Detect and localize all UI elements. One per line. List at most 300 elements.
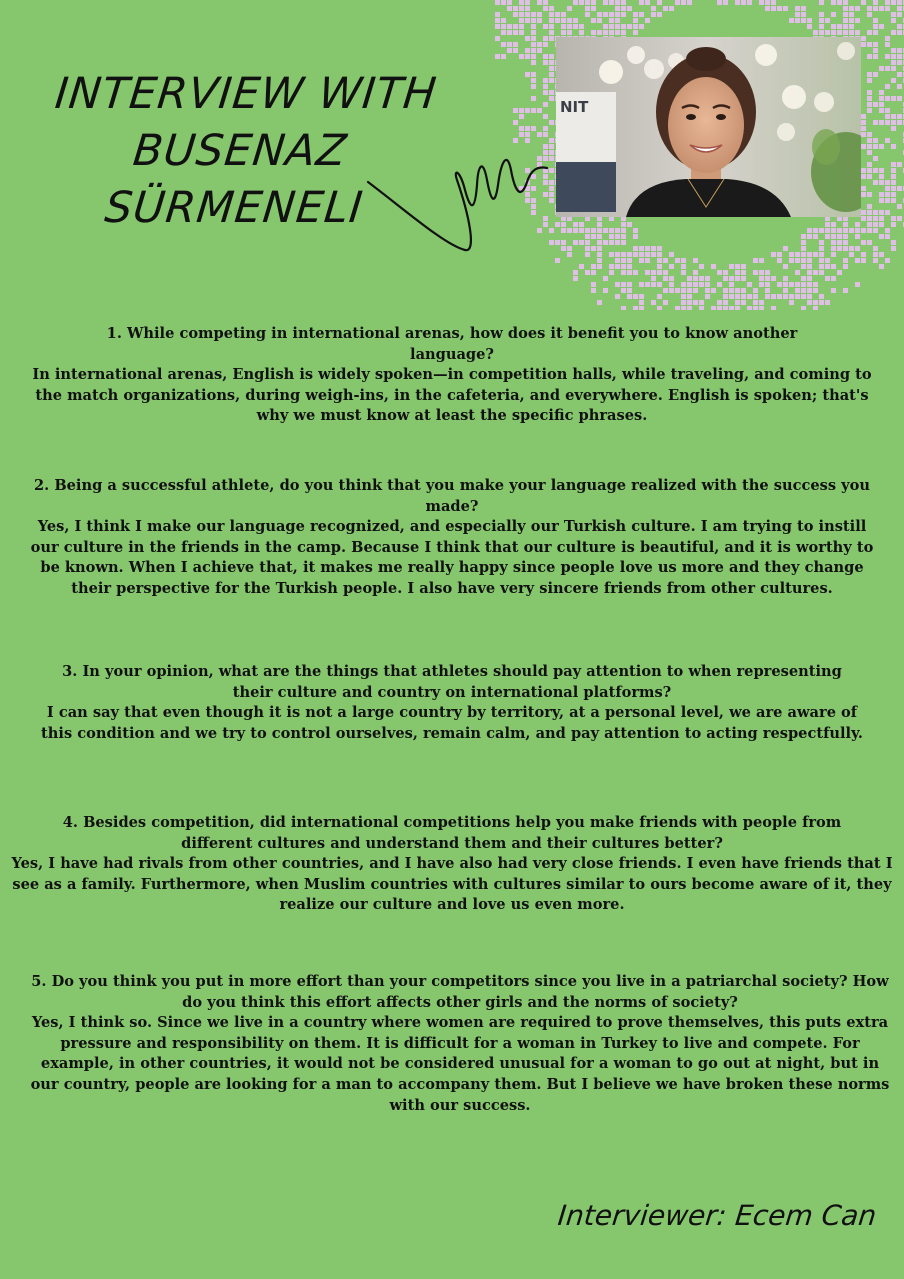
pixel-square [615,12,620,17]
pixel-square [879,216,884,221]
pixel-square [633,246,638,251]
pixel-square [897,24,902,29]
qa-block [0,476,904,600]
pixel-square [591,6,596,11]
pixel-square [843,6,848,11]
pixel-square [567,6,572,11]
pixel-square [897,114,902,119]
pixel-square [873,228,878,233]
pixel-square [633,228,638,233]
pixel-square [813,30,818,35]
answer-text: Yes, I think so. Since we live in a country where women are required to prove themselves, this puts extra pressure and responsibility on them. It is difficult for a woman in Turkey to live and compete. For example, in other countries, it would not be considered unusual for a woman to go out at night, but in our country, people are looking for a man to accompany them. But I believe we have broken these norms with our success. [30,1014,890,1114]
pixel-square [609,252,614,257]
pixel-square [603,276,608,281]
pixel-square [897,12,902,17]
pixel-square [807,18,812,23]
pixel-square [825,30,830,35]
pixel-square [873,168,878,173]
pixel-square [651,270,656,275]
pixel-square [501,30,506,35]
pixel-square [741,276,746,281]
pixel-square [657,282,662,287]
pixel-square [657,294,662,299]
pixel-square [837,234,842,239]
pixel-square [867,72,872,77]
qa-block [0,813,904,916]
pixel-square [669,282,674,287]
pixel-square [495,24,500,29]
pixel-square [573,276,578,281]
pixel-square [531,36,536,41]
pixel-square [867,78,872,83]
pixel-square [807,282,812,287]
pixel-square [849,6,854,11]
pixel-square [687,282,692,287]
pixel-square [807,228,812,233]
pixel-square [819,30,824,35]
pixel-square [825,300,830,305]
pixel-square [759,276,764,281]
pixel-square [633,252,638,257]
pixel-square [609,270,614,275]
pixel-square [867,192,872,197]
pixel-square [801,258,806,263]
pixel-square [543,132,548,137]
pixel-square [729,294,734,299]
pixel-square [885,84,890,89]
pixel-square [861,126,866,131]
pixel-square [843,24,848,29]
pixel-square [837,240,842,245]
pixel-square [675,288,680,293]
pixel-square [855,246,860,251]
pixel-square [789,294,794,299]
pixel-square [519,114,524,119]
pixel-square [897,0,902,5]
pixel-square [885,0,890,5]
pixel-square [873,54,878,59]
pixel-square [561,12,566,17]
pixel-square [783,246,788,251]
pixel-square [555,18,560,23]
pixel-square [891,144,896,149]
pixel-square [603,228,608,233]
pixel-square [885,234,890,239]
answer-text: Yes, I have had rivals from other countries, and I have also had very close friends. I even have friends that I see as a family. Furthermore, when Muslim countries with cultures similar to ours become aware of it, they realize our culture and love us even more. [11,855,893,914]
pixel-square [735,288,740,293]
pixel-square [741,270,746,275]
pixel-square [555,258,560,263]
pixel-square [867,216,872,221]
pixel-square [543,24,548,29]
pixel-square [573,0,578,5]
pixel-square [795,258,800,263]
pixel-square [831,234,836,239]
pixel-square [687,276,692,281]
pixel-square [891,192,896,197]
pixel-square [897,84,902,89]
pixel-square [867,228,872,233]
pixel-square [627,6,632,11]
pixel-square [747,282,752,287]
pixel-square [879,234,884,239]
pixel-square [741,300,746,305]
pixel-square [531,42,536,47]
pixel-square [891,120,896,125]
pixel-square [885,114,890,119]
pixel-square [813,252,818,257]
pixel-square [585,234,590,239]
pixel-square [861,168,866,173]
pixel-square [849,18,854,23]
pixel-square [573,18,578,23]
pixel-square [855,222,860,227]
pixel-square [513,6,518,11]
pixel-square [795,6,800,11]
pixel-square [501,42,506,47]
pixel-square [885,6,890,11]
pixel-square [813,306,818,310]
pixel-square [561,246,566,251]
pixel-square [879,222,884,227]
pixel-square [855,258,860,263]
pixel-square [807,258,812,263]
pixel-square [867,12,872,17]
pixel-square [879,144,884,149]
pixel-square [891,168,896,173]
pixel-square [561,18,566,23]
pixel-square [771,276,776,281]
pixel-square [747,294,752,299]
pixel-square [525,36,530,41]
pixel-square [825,222,830,227]
pixel-square [843,222,848,227]
pixel-square [831,252,836,257]
pixel-square [873,24,878,29]
pixel-square [831,288,836,293]
pixel-square [723,288,728,293]
pixel-square [777,258,782,263]
pixel-square [855,282,860,287]
pixel-square [621,240,626,245]
pixel-square [897,204,902,209]
pixel-square [645,252,650,257]
pixel-square [843,288,848,293]
pixel-square [531,96,536,101]
pixel-square [867,132,872,137]
pixel-square [603,0,608,5]
pixel-square [759,306,764,310]
pixel-square [495,54,500,59]
pixel-square [801,276,806,281]
pixel-square [579,0,584,5]
pixel-square [591,288,596,293]
pixel-square [615,282,620,287]
pixel-square [627,222,632,227]
pixel-square [513,108,518,113]
pixel-square [777,252,782,257]
pixel-square [819,246,824,251]
interviewer-credit: Interviewer: Ecem Can [556,1199,878,1232]
pixel-square [681,258,686,263]
pixel-square [627,258,632,263]
pixel-square [783,288,788,293]
pixel-square [813,270,818,275]
pixel-square [615,24,620,29]
pixel-square [831,0,836,5]
pixel-square [621,0,626,5]
pixel-square [543,36,548,41]
pixel-square [621,282,626,287]
pixel-square [549,36,554,41]
pixel-square [525,132,530,137]
pixel-square [501,24,506,29]
pixel-square [765,6,770,11]
pixel-square [825,234,830,239]
pixel-square [873,210,878,215]
pixel-square [615,234,620,239]
pixel-square [633,234,638,239]
pixel-square [897,60,902,65]
pixel-square [861,36,866,41]
pixel-square [771,0,776,5]
pixel-square [705,282,710,287]
pixel-square [549,6,554,11]
pixel-square [825,264,830,269]
question-text: 5. Do you think you put in more effort than your competitors since you live in a patriarchal society? How do you think this effort affects other girls and the norms of society? [31,973,889,1011]
pixel-square [567,24,572,29]
pixel-square [801,306,806,310]
pixel-square [519,18,524,23]
pixel-square [573,240,578,245]
pixel-square [891,174,896,179]
pixel-square [891,54,896,59]
pixel-square [765,276,770,281]
pixel-square [495,18,500,23]
pixel-square [633,24,638,29]
pixel-square [867,150,872,155]
pixel-square [609,30,614,35]
pixel-square [657,258,662,263]
pixel-square [783,264,788,269]
pixel-square [549,78,554,83]
pixel-square [891,246,896,251]
pixel-square [861,144,866,149]
pixel-square [621,306,626,310]
pixel-square [681,294,686,299]
pixel-square [663,288,668,293]
signature-flourish [365,140,550,260]
pixel-square [861,210,866,215]
pixel-square [603,12,608,17]
pixel-square [723,300,728,305]
pixel-square [831,264,836,269]
pixel-square [531,24,536,29]
pixel-square [801,234,806,239]
pixel-square [873,216,878,221]
pixel-square [633,270,638,275]
pixel-square [867,108,872,113]
pixel-square [879,120,884,125]
pixel-square [795,12,800,17]
pixel-square [831,276,836,281]
pixel-square [861,192,866,197]
pixel-square [885,186,890,191]
pixel-square [861,132,866,137]
pixel-square [621,264,626,269]
pixel-square [609,18,614,23]
pixel-square [651,252,656,257]
pixel-square [645,18,650,23]
pixel-square [777,6,782,11]
title-line: INTERVIEW WITH [52,69,440,119]
pixel-square [591,270,596,275]
pixel-square [657,252,662,257]
pixel-square [819,18,824,23]
pixel-square [627,264,632,269]
pixel-square [741,0,746,5]
pixel-square [645,270,650,275]
pixel-square [897,48,902,53]
pixel-square [855,228,860,233]
pixel-square [891,126,896,131]
pixel-square [855,6,860,11]
pixel-square [639,24,644,29]
pixel-square [585,252,590,257]
pixel-square [849,228,854,233]
pixel-square [573,24,578,29]
pixel-square [843,234,848,239]
pixel-square [729,276,734,281]
pixel-square [621,6,626,11]
pixel-square [585,12,590,17]
pixel-square [525,54,530,59]
pixel-square [549,72,554,77]
qa-block [0,324,904,427]
pixel-square [663,258,668,263]
pixel-square [873,180,878,185]
pixel-square [645,282,650,287]
pixel-square [669,276,674,281]
pixel-square [771,252,776,257]
pixel-square [765,282,770,287]
pixel-square [567,30,572,35]
pixel-square [543,42,548,47]
pixel-square [891,186,896,191]
pixel-square [867,222,872,227]
pixel-square [609,264,614,269]
pixel-square [837,30,842,35]
pixel-square [519,24,524,29]
pixel-square [705,288,710,293]
pixel-square [621,258,626,263]
pixel-square [573,228,578,233]
pixel-square [861,120,866,125]
pixel-square [621,222,626,227]
pixel-square [879,108,884,113]
pixel-square [861,228,866,233]
pixel-square [615,264,620,269]
pixel-square [813,288,818,293]
qa-block [0,662,904,744]
pixel-square [609,12,614,17]
pixel-square [639,12,644,17]
pixel-square [759,282,764,287]
pixel-square [765,294,770,299]
pixel-square [801,294,806,299]
pixel-square [543,126,548,131]
pixel-square [531,12,536,17]
pixel-square [795,288,800,293]
pixel-square [873,0,878,5]
pixel-square [861,240,866,245]
pixel-square [519,30,524,35]
pixel-square [579,222,584,227]
pixel-square [879,66,884,71]
pixel-square [495,0,500,5]
pixel-square [795,270,800,275]
pixel-square [759,0,764,5]
pixel-square [873,144,878,149]
pixel-square [819,258,824,263]
pixel-square [639,0,644,5]
pixel-square [549,12,554,17]
pixel-square [567,252,572,257]
pixel-square [687,294,692,299]
pixel-square [873,102,878,107]
pixel-square [891,66,896,71]
pixel-square [561,228,566,233]
pixel-square [615,0,620,5]
pixel-square [705,276,710,281]
pixel-square [651,12,656,17]
pixel-square [789,258,794,263]
pixel-square [783,282,788,287]
title-line: SÜRMENELI [102,183,366,233]
pixel-square [783,294,788,299]
pixel-square [627,288,632,293]
pixel-square [531,48,536,53]
pixel-square [861,42,866,47]
pixel-square [831,228,836,233]
sign-text: NIT [560,98,589,116]
pixel-square [801,264,806,269]
pixel-square [831,30,836,35]
pixel-square [807,276,812,281]
pixel-square [879,180,884,185]
pixel-square [609,234,614,239]
pixel-square [621,234,626,239]
pixel-square [765,270,770,275]
pixel-square [891,222,896,227]
pixel-square [531,18,536,23]
pixel-square [801,12,806,17]
pixel-square [885,180,890,185]
pixel-square [771,306,776,310]
pixel-square [753,300,758,305]
pixel-square [843,12,848,17]
pixel-square [897,54,902,59]
pixel-square [849,24,854,29]
pixel-square [561,24,566,29]
pixel-square [843,18,848,23]
pixel-square [609,24,614,29]
pixel-square [531,72,536,77]
pixel-square [597,264,602,269]
pixel-square [519,132,524,137]
pixel-square [837,270,842,275]
pixel-square [639,246,644,251]
